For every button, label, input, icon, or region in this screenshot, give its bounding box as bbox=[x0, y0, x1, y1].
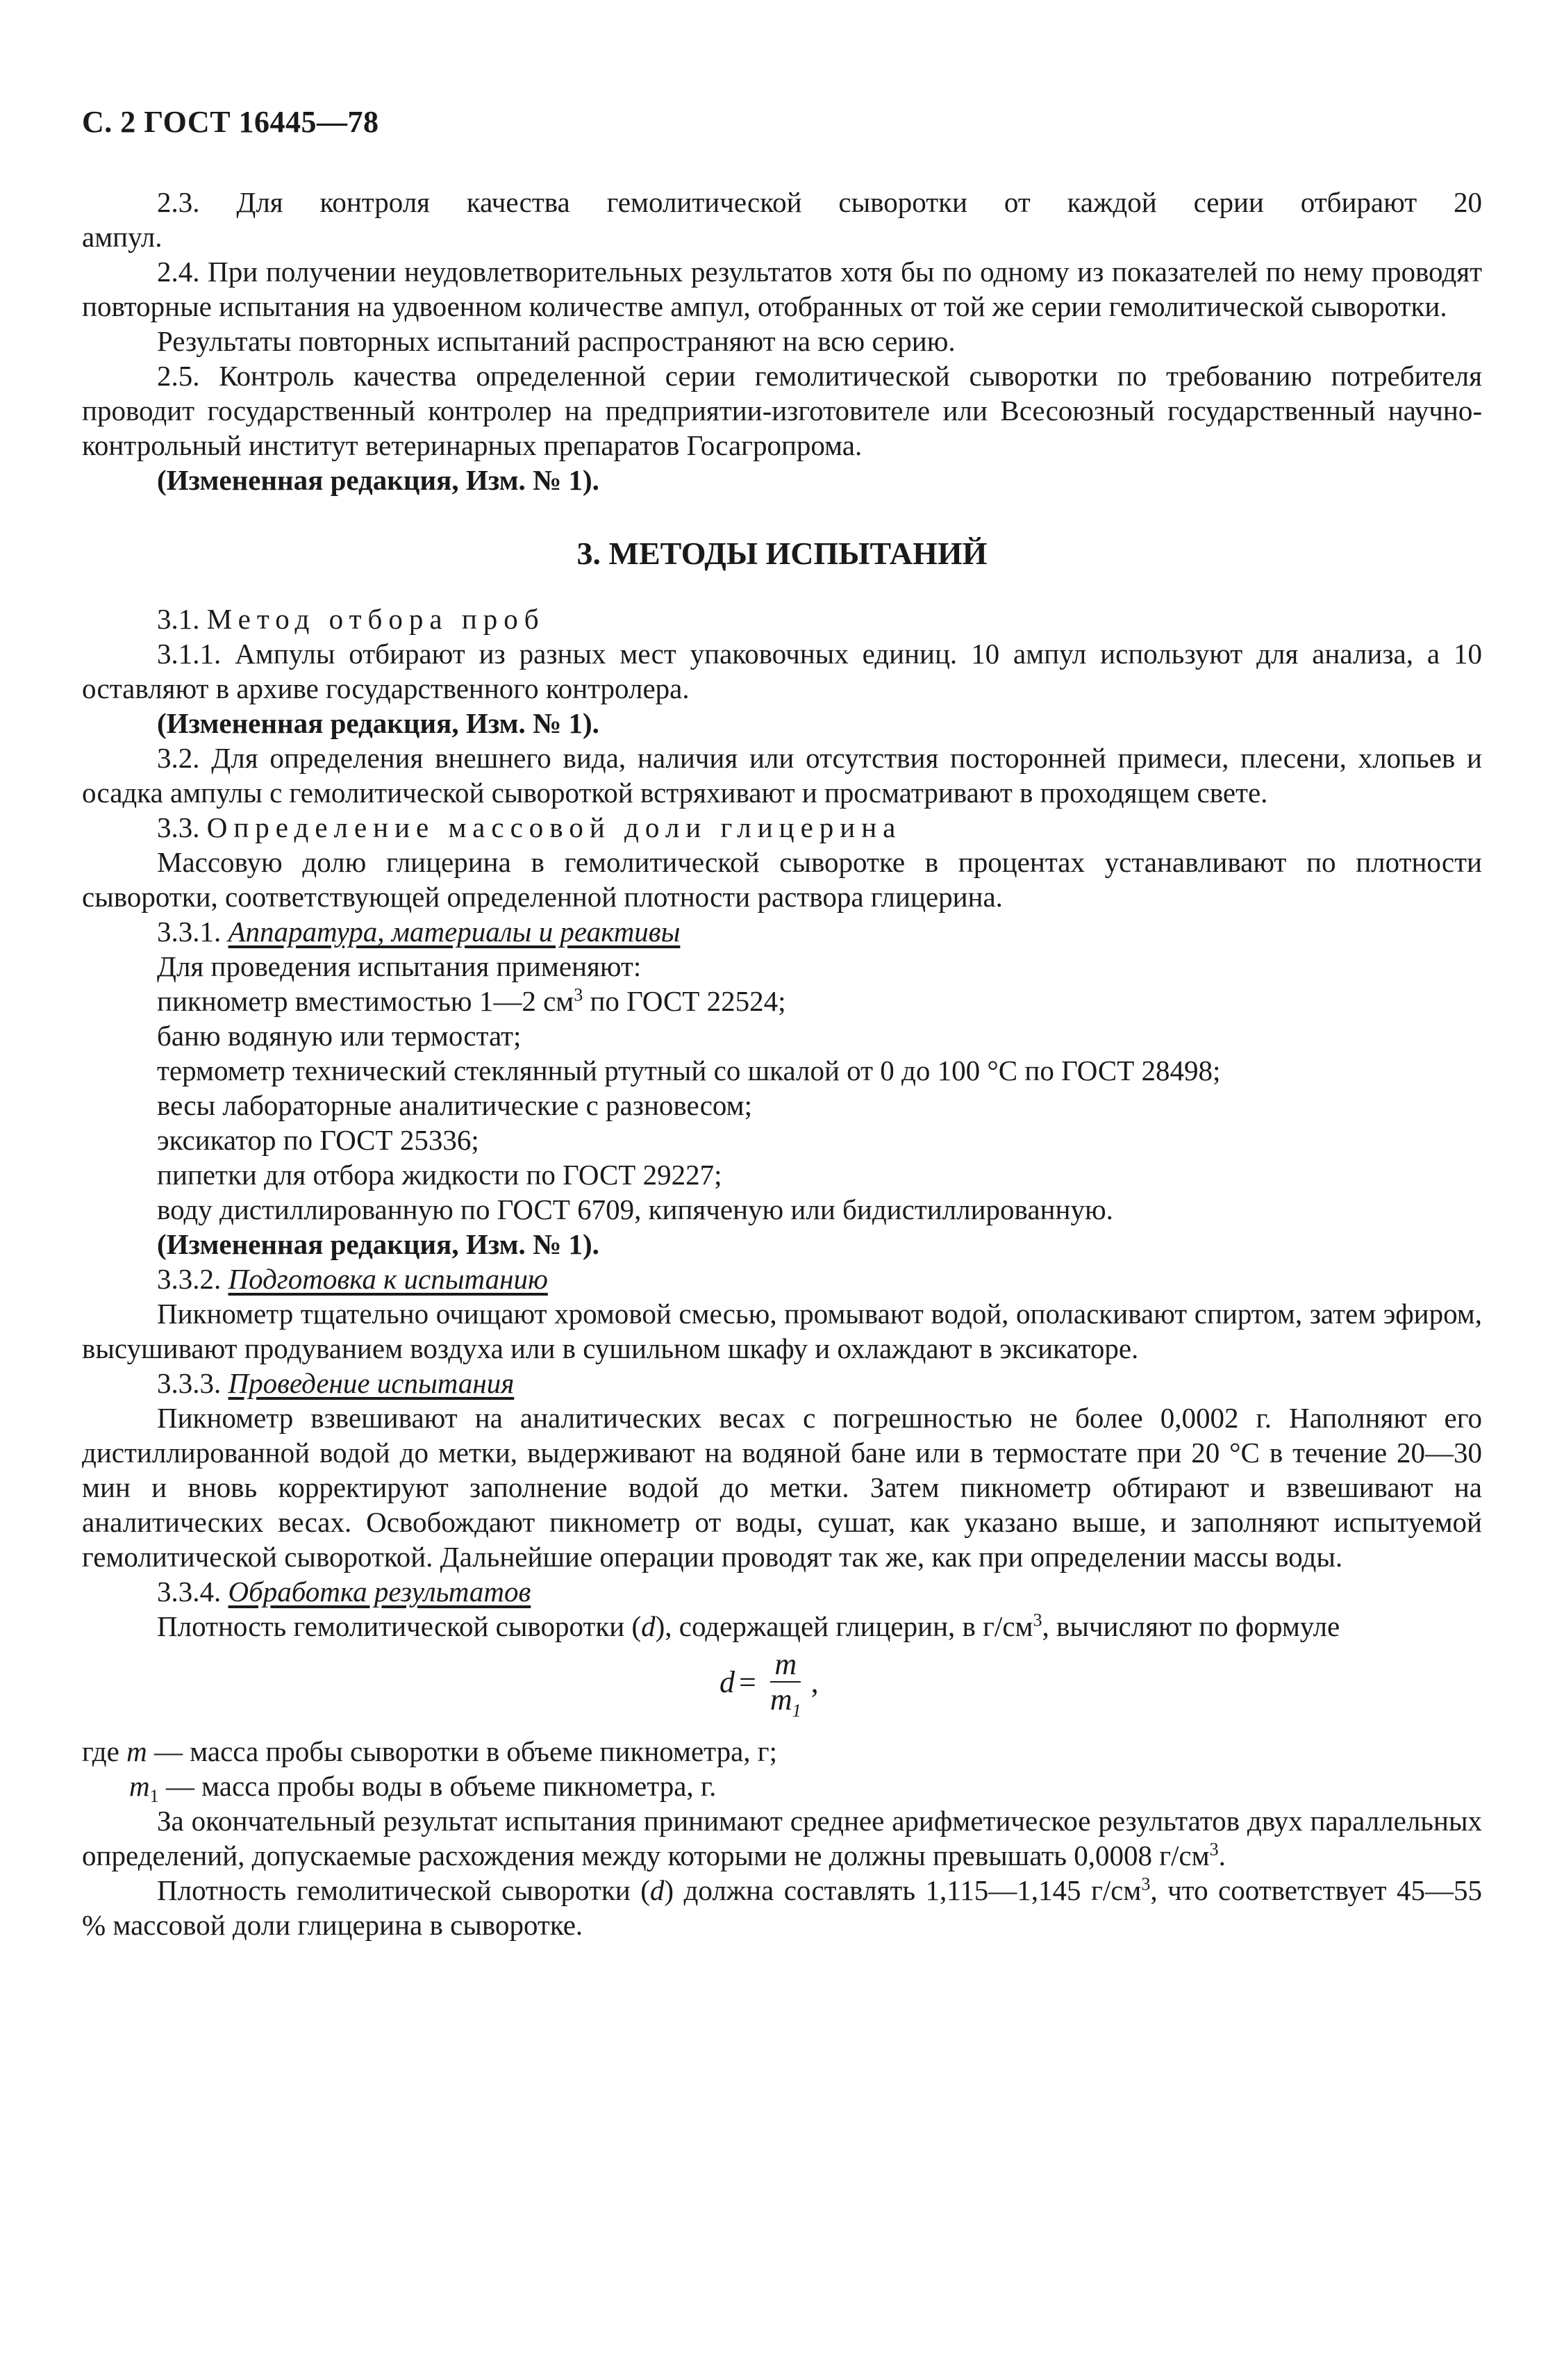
apparatus-item-thermometer: термометр технический стеклянный ртутный со шкалой от 0 до 100 °С по ГОСТ 28498; bbox=[157, 1055, 1221, 1086]
subsection-title: Определение массовой доли глицерина bbox=[206, 811, 902, 843]
apparatus-item-pycnometer bbox=[82, 984, 1482, 1018]
subscript: 1 bbox=[149, 1786, 159, 1807]
formula-fraction bbox=[766, 1647, 806, 1721]
formula-denominator bbox=[766, 1683, 806, 1721]
apparatus-intro: Для проведения испытания применяют: bbox=[157, 950, 642, 982]
text: ), содержащей глицерин, в г/см bbox=[655, 1610, 1033, 1642]
subsection-number: 3.3.1. bbox=[157, 916, 222, 948]
paragraph-2-4-results: Результаты повторных испытаний распространяют на всю серию. bbox=[157, 325, 956, 357]
density-formula bbox=[719, 1647, 819, 1721]
apparatus-text: по ГОСТ 22524; bbox=[583, 985, 786, 1017]
subsection-number: 3.3. bbox=[157, 811, 200, 843]
apparatus-item-bath: баню водяную или термостат; bbox=[157, 1020, 522, 1052]
superscript: 3 bbox=[1209, 1839, 1219, 1860]
formula-comma: , bbox=[810, 1665, 819, 1699]
subsection-number: 3.3.2. bbox=[157, 1263, 222, 1295]
superscript: 3 bbox=[574, 984, 583, 1005]
formula-lhs: d bbox=[719, 1665, 735, 1699]
where-m1 bbox=[82, 1769, 1482, 1807]
subsection-3-3-1-heading bbox=[82, 914, 1482, 949]
symbol-d: d bbox=[641, 1610, 656, 1642]
subsection-title: Метод отбора проб bbox=[206, 603, 545, 635]
subsection-title: Проведение испытания bbox=[228, 1367, 515, 1399]
subsection-title: Аппаратура, материалы и реактивы bbox=[228, 916, 681, 948]
page-header: С. 2 ГОСТ 16445—78 bbox=[82, 105, 379, 139]
apparatus-item-exsiccator: эксикатор по ГОСТ 25336; bbox=[157, 1124, 479, 1156]
paragraph-final-result bbox=[82, 1803, 1482, 1873]
document-body bbox=[82, 185, 1482, 1942]
subsection-3-3-2-heading bbox=[82, 1262, 1482, 1296]
paragraph-3-3-4 bbox=[82, 1609, 1482, 1644]
subsection-3-3-4-heading bbox=[82, 1574, 1482, 1609]
subsection-title: Обработка результатов bbox=[228, 1576, 531, 1608]
paragraph-3-2: 3.2. Для определения внешнего вида, наличия или отсутствия посторонней примеси, плесени, хлопьев и осадка ампулы с гемолитической сывороткой встряхивают и просматривают в проходящем свете. bbox=[82, 742, 1482, 809]
superscript: 3 bbox=[1033, 1610, 1042, 1630]
text: где bbox=[82, 1735, 127, 1767]
formula-numerator: m bbox=[770, 1648, 801, 1683]
subsection-number: 3.3.3. bbox=[157, 1367, 222, 1399]
where-m bbox=[82, 1734, 1482, 1769]
subsection-3-1-heading bbox=[82, 602, 1482, 636]
symbol-m: m bbox=[126, 1735, 147, 1767]
paragraph-3-3-3: Пикнометр взвешивают на аналитических весах с погрешностью не более 0,0002 г. Наполняют его дистиллированной водой до метки, выдерживают на водяной бане или в термостате при 20 °С в течение 20—30 мин и вновь корректируют заполнение водой до метки. Затем пикнометр обтирают и взвешивают на аналитических весах. Освобождают пикнометр от воды, сушат, как указано выше, и заполняют испытуемой гемолитической сывороткой. Дальнейшие операции проводят так же, как при определении массы воды. bbox=[82, 1402, 1482, 1573]
subsection-number: 3.1. bbox=[157, 603, 200, 635]
apparatus-item-water: воду дистиллированную по ГОСТ 6709, кипяченую или бидистиллированную. bbox=[157, 1193, 1113, 1225]
subsection-3-3-3-heading bbox=[82, 1366, 1482, 1400]
symbol-d: d bbox=[649, 1874, 665, 1906]
paragraph-2-3-line1: 2.3. Для контроля качества гемолитической сыворотки от каждой серии отбирают 20 bbox=[157, 186, 1482, 218]
subsection-3-3-heading bbox=[82, 810, 1482, 845]
text: . bbox=[1218, 1840, 1226, 1871]
paragraph-3-3-2: Пикнометр тщательно очищают хромовой смесью, промывают водой, ополаскивают спиртом, затем эфиром, высушивают продуванием воздуха или в сушильном шкафу и охлаждают в эксикаторе. bbox=[82, 1298, 1482, 1364]
apparatus-text: пикнометр вместимостью 1—2 см bbox=[157, 985, 574, 1017]
formula-block bbox=[82, 1644, 1482, 1734]
text: За окончательный результат испытания принимают среднее арифметическое результатов двух параллельных определений, допускаемые расхождения между которыми не должны превышать 0,0008 г/см bbox=[82, 1805, 1482, 1871]
subsection-number: 3.3.4. bbox=[157, 1576, 222, 1608]
amendment-note: (Измененная редакция, Изм. № 1). bbox=[157, 707, 599, 739]
paragraph-2-5: 2.5. Контроль качества определенной серии гемолитической сыворотки по требованию потребителя проводит государственный контролер на предприятии-изготовителе или Всесоюзный государственный научно-контрольный институт ветеринарных препаратов Госагропрома. bbox=[82, 360, 1482, 461]
text: Плотность гемолитической сыворотки ( bbox=[157, 1610, 642, 1642]
paragraph-density bbox=[82, 1873, 1482, 1942]
superscript: 3 bbox=[1141, 1874, 1151, 1894]
amendment-note: (Измененная редакция, Изм. № 1). bbox=[157, 1228, 599, 1260]
text: , что соответствует 45—55 % массовой доли глицерина в сыворотке. bbox=[82, 1874, 1482, 1941]
text: — масса пробы воды в объеме пикнометра, г. bbox=[158, 1770, 717, 1802]
apparatus-item-scales: весы лабораторные аналитические с разновесом; bbox=[157, 1089, 752, 1121]
subsection-title: Подготовка к испытанию bbox=[228, 1263, 548, 1295]
subscript: 1 bbox=[792, 1700, 801, 1721]
paragraph-2-3-line2: ампул. bbox=[82, 221, 163, 253]
text: ) должна составлять 1,115—1,145 г/см bbox=[664, 1874, 1142, 1906]
text: Плотность гемолитической сыворотки ( bbox=[157, 1874, 650, 1906]
paragraph-2-4: 2.4. При получении неудовлетворительных результатов хотя бы по одному из показателей по нему проводят повторные испытания на удвоенном количестве ампул, отобранных от той же серии гемолитической сыворотки. bbox=[82, 256, 1482, 322]
paragraph-3-1-1: 3.1.1. Ампулы отбирают из разных мест упаковочных единиц. 10 ампул используют для анализа, а 10 оставляют в архиве государственного контролера. bbox=[82, 638, 1482, 704]
section-title: 3. МЕТОДЫ ИСПЫТАНИЙ bbox=[576, 536, 988, 571]
amendment-note: (Измененная редакция, Изм. № 1). bbox=[157, 464, 599, 496]
symbol-m1: m bbox=[129, 1770, 150, 1802]
text: , вычисляют по формуле bbox=[1042, 1610, 1340, 1642]
paragraph-3-3: Массовую долю глицерина в гемолитической сыворотке в процентах устанавливают по плотности сыворотки, соответствующей определенной плотности раствора глицерина. bbox=[82, 846, 1482, 913]
formula-den-symbol: m bbox=[769, 1683, 792, 1717]
text: — масса пробы сыворотки в объеме пикнометра, г; bbox=[147, 1735, 777, 1767]
apparatus-item-pipettes: пипетки для отбора жидкости по ГОСТ 29227; bbox=[157, 1159, 722, 1191]
formula-equals: = bbox=[739, 1665, 756, 1699]
